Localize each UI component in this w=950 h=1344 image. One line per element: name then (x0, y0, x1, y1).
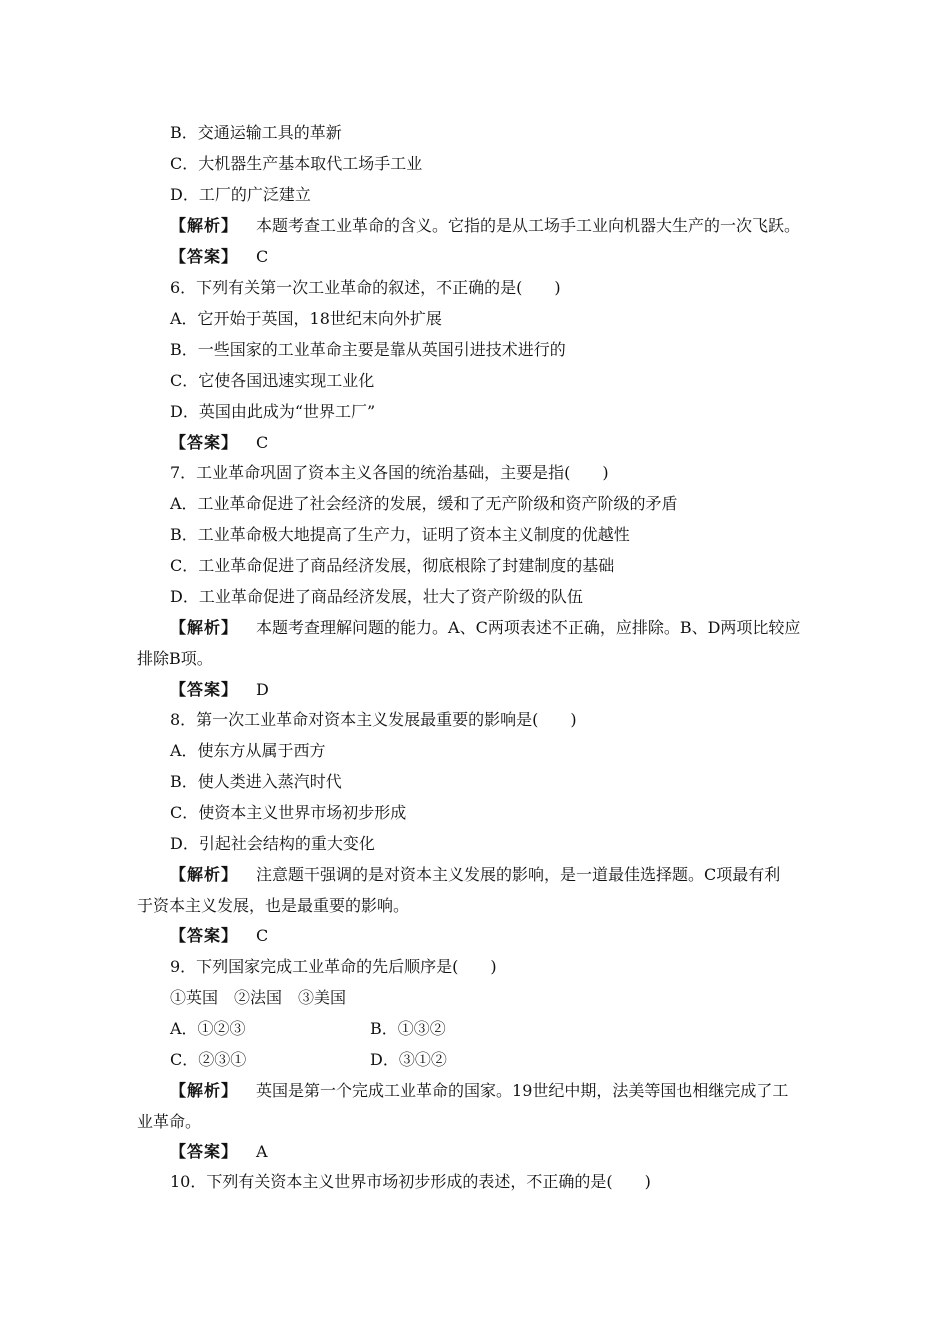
q6-answer-value: C (256, 433, 269, 452)
analysis-tag: 【解析】 (170, 618, 239, 637)
q5-analysis-text: 本题考查工业革命的含义。它指的是从工场手工业向机器大生产的一次飞跃。 (256, 216, 801, 235)
q7-option-d: D．工业革命促进了商品经济发展，壮大了资产阶级的队伍 (170, 587, 583, 606)
q7-analysis-text: 本题考查理解问题的能力。A、C两项表述不正确，应排除。B、D两项比较应 (256, 618, 801, 637)
q8-option-a: A．使东方从属于西方 (170, 741, 326, 760)
q6-answer (170, 432, 268, 454)
q8-answer (170, 925, 268, 947)
q9-analysis-text: 英国是第一个完成工业革命的国家。19世纪中期，法美等国也相继完成了工 (256, 1081, 789, 1100)
q9-analysis (170, 1080, 788, 1102)
q9-answer-value: A (256, 1142, 268, 1161)
q9-option-d: D．③①② (370, 1050, 447, 1069)
q5-option-c: C．大机器生产基本取代工场手工业 (170, 154, 423, 173)
q5-answer (170, 246, 268, 268)
q8-analysis-cont: 于资本主义发展，也是最重要的影响。 (137, 896, 410, 915)
q8-stem: 8．第一次工业革命对资本主义发展最重要的影响是( ) (170, 710, 577, 729)
q9-option-c: C．②③① (170, 1050, 247, 1069)
analysis-tag: 【解析】 (170, 865, 239, 884)
q9-options-row1 (170, 1018, 770, 1040)
q6-stem: 6．下列有关第一次工业革命的叙述，不正确的是( ) (170, 278, 561, 297)
answer-tag: 【答案】 (170, 1142, 239, 1161)
q7-analysis-cont: 排除B项。 (137, 649, 213, 668)
q7-analysis (170, 617, 800, 639)
q5-option-d: D．工厂的广泛建立 (170, 185, 311, 204)
q8-option-b: B．使人类进入蒸汽时代 (170, 772, 342, 791)
q7-option-b: B．工业革命极大地提高了生产力，证明了资本主义制度的优越性 (170, 525, 630, 544)
q9-options-row2 (170, 1049, 770, 1071)
q7-option-c: C．工业革命促进了商品经济发展，彻底根除了封建制度的基础 (170, 556, 615, 575)
q6-option-b: B．一些国家的工业革命主要是靠从英国引进技术进行的 (170, 340, 566, 359)
q7-option-a: A．工业革命促进了社会经济的发展，缓和了无产阶级和资产阶级的矛盾 (170, 494, 678, 513)
answer-tag: 【答案】 (170, 433, 239, 452)
answer-tag: 【答案】 (170, 680, 239, 699)
q5-option-b: B．交通运输工具的革新 (170, 123, 342, 142)
q5-answer-value: C (256, 247, 269, 266)
q9-option-b: B．①③② (370, 1019, 446, 1038)
answer-tag: 【答案】 (170, 247, 239, 266)
q9-items: ①英国 ②法国 ③美国 (170, 988, 347, 1007)
q7-answer (170, 679, 269, 701)
analysis-tag: 【解析】 (170, 216, 239, 235)
q9-answer (170, 1141, 268, 1163)
q8-option-c: C．使资本主义世界市场初步形成 (170, 803, 407, 822)
analysis-tag: 【解析】 (170, 1081, 239, 1100)
q8-analysis-text: 注意题干强调的是对资本主义发展的影响，是一道最佳选择题。C项最有利 (256, 865, 781, 884)
q9-stem: 9．下列国家完成工业革命的先后顺序是( ) (170, 957, 497, 976)
q6-option-c: C．它使各国迅速实现工业化 (170, 371, 375, 390)
q8-option-d: D．引起社会结构的重大变化 (170, 834, 375, 853)
q10-stem: 10．下列有关资本主义世界市场初步形成的表述，不正确的是( ) (170, 1172, 651, 1191)
q7-stem: 7．工业革命巩固了资本主义各国的统治基础，主要是指( ) (170, 463, 609, 482)
q5-analysis (170, 215, 800, 237)
q9-analysis-cont: 业革命。 (137, 1112, 202, 1131)
answer-tag: 【答案】 (170, 926, 239, 945)
q6-option-d: D．英国由此成为“世界工厂” (170, 402, 376, 421)
q9-option-a: A．①②③ (170, 1019, 246, 1038)
q6-option-a: A．它开始于英国，18世纪末向外扩展 (170, 309, 442, 328)
q7-answer-value: D (256, 680, 269, 699)
q8-answer-value: C (256, 926, 269, 945)
q8-analysis (170, 864, 780, 886)
